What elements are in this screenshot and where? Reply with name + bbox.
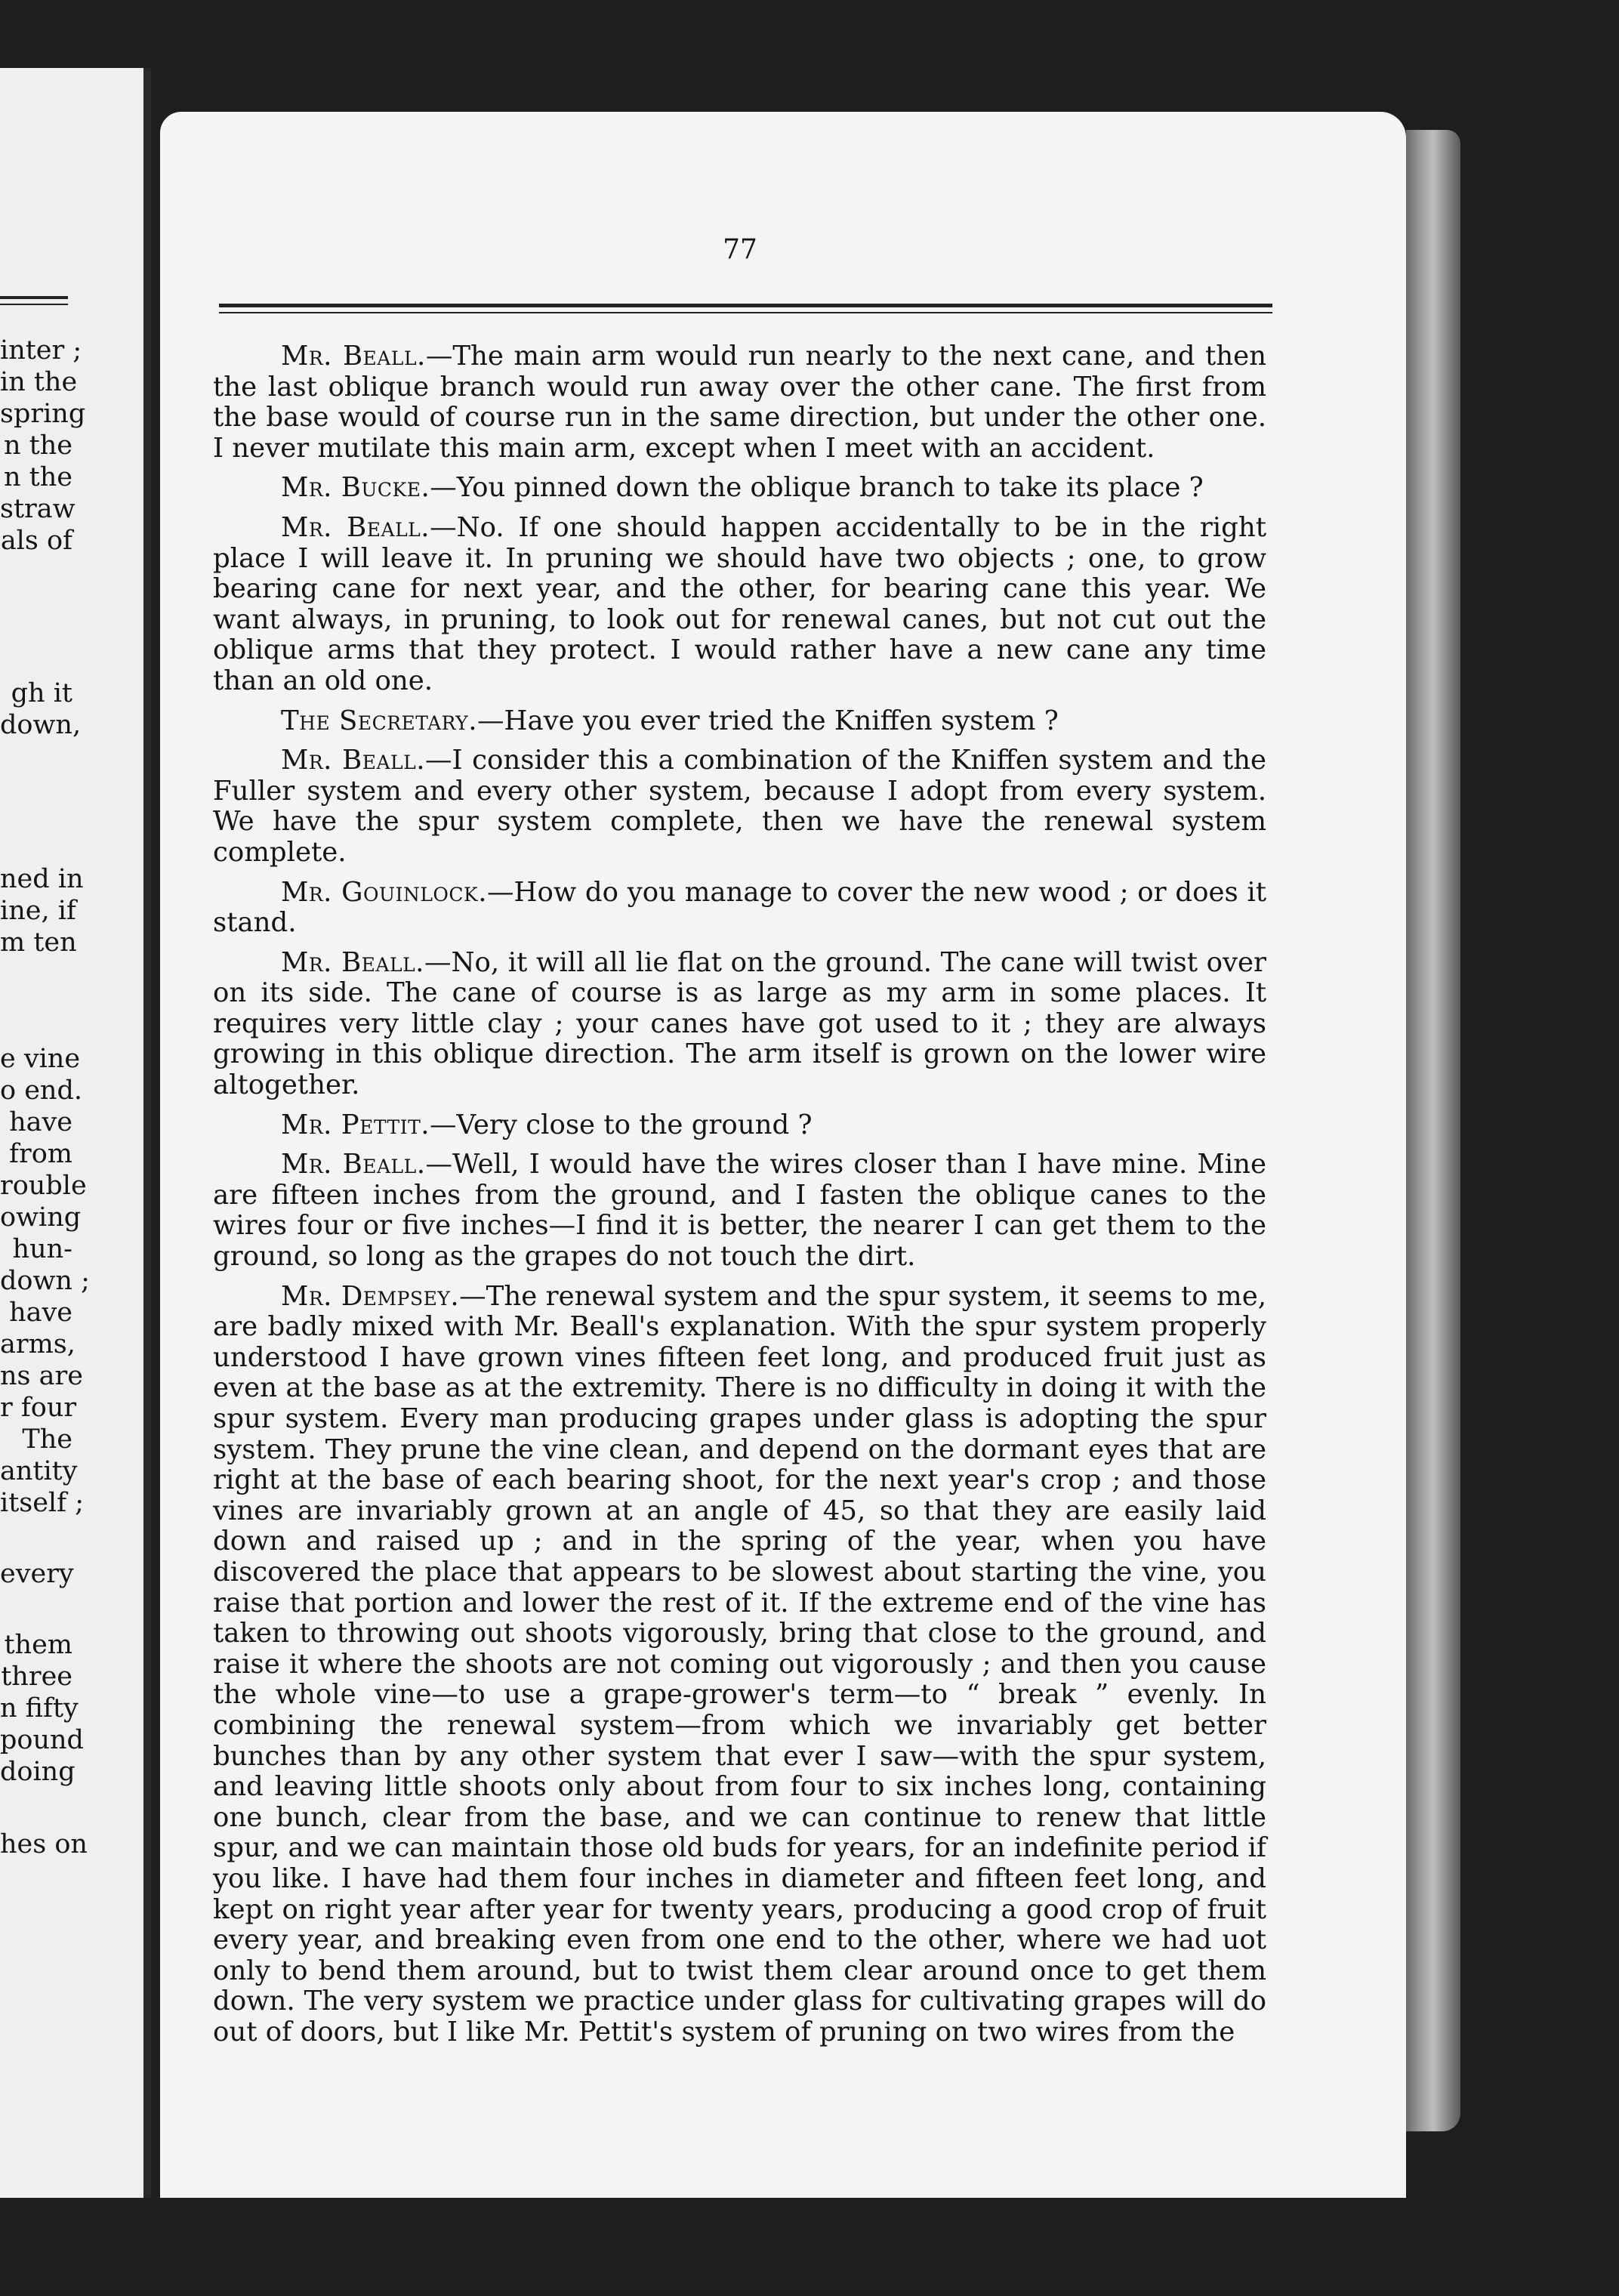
facing-page-line: ned in — [0, 864, 84, 894]
paragraph — [213, 473, 1266, 504]
facing-page-line: them — [4, 1630, 72, 1660]
paragraph-text: —Well, I would have the wires closer than I have mine. Mine are fifteen inches from the ground, and I fasten the oblique canes to the wires four or five inches—I find it is better, the nearer I can get them to the ground, so long as the grapes do not touch the dirt. — [213, 1149, 1266, 1273]
paragraph — [213, 1150, 1266, 1272]
speaker: The Secretary. — [281, 705, 477, 736]
page-edges — [1406, 130, 1460, 2131]
facing-page-line: r four — [0, 1393, 77, 1423]
facing-page-line: ns are — [0, 1361, 83, 1391]
paragraph — [213, 1282, 1266, 2048]
speaker: Mr. Beall. — [281, 511, 430, 543]
speaker: Mr. Beall. — [281, 1149, 426, 1180]
facing-page-line: straw — [0, 494, 76, 524]
facing-page-line: doing — [0, 1757, 76, 1787]
speaker: Mr. Dempsey. — [281, 1280, 460, 1312]
paragraph — [213, 341, 1266, 464]
speaker: Mr. Bucke. — [281, 472, 430, 504]
paragraph — [213, 745, 1266, 868]
facing-page-line: arms, — [0, 1329, 76, 1359]
facing-page-line: gh it — [11, 678, 72, 708]
facing-page-line: three — [1, 1662, 72, 1692]
paragraph — [213, 513, 1266, 697]
facing-page-line: pound — [0, 1725, 84, 1755]
speaker: Mr. Beall. — [281, 946, 424, 978]
facing-page-line: down, — [0, 710, 82, 740]
facing-page-line: rouble — [0, 1171, 87, 1201]
facing-page-line: m ten — [0, 927, 77, 958]
facing-page-line: hun- — [12, 1234, 72, 1264]
facing-page-line: als of — [0, 526, 72, 556]
facing-page-line: spring — [0, 399, 86, 429]
paragraph-text: —The main arm would run nearly to the next cane, and then the last oblique branch would run away over the other cane. The first from the base would of course run in the same direction, but under the other one. I never mutilate this main arm, except when I meet with an accident. — [213, 341, 1266, 464]
speaker: Mr. Gouinlock. — [281, 876, 488, 908]
facing-page-line: owing — [0, 1202, 82, 1233]
paragraph-text: —How do you manage to cover the new wood ; or does it stand. — [213, 876, 1266, 939]
facing-page-line: ine, if — [0, 896, 76, 926]
speaker: Mr. Pettit. — [281, 1109, 430, 1140]
paragraph — [213, 948, 1266, 1101]
page-body — [213, 341, 1266, 2057]
paragraph-text: —No. If one should happen accidentally to be in the right place I will leave it. In pruning we should have two objects ; one, to grow bearing cane for next year, and the other, for bearing cane this year. We want always, in pruning, to look out for renewal canes, but not cut out the oblique arms that they protect. I would rather have a new cane any time than an old one. — [213, 511, 1266, 696]
facing-page-line: hes on — [0, 1829, 88, 1859]
page-number: 77 — [723, 234, 757, 265]
facing-page-rule-thin — [0, 304, 68, 305]
facing-page-line: have — [9, 1298, 72, 1328]
facing-page-line: in the — [0, 367, 78, 397]
facing-page-line: e vine — [0, 1044, 81, 1074]
header-rule — [219, 304, 1272, 307]
facing-page-line: itself ; — [0, 1488, 84, 1518]
facing-page-line: every — [0, 1559, 74, 1589]
facing-page-line: antity — [0, 1456, 78, 1486]
speaker: Mr. Beall. — [281, 341, 426, 372]
paragraph-text: —No, it will all lie flat on the ground. The cane will twist over on its side. The cane of course is as large as my arm in some places. It requires very little clay ; your canes have got used to it ; they are always growing in this oblique direction. The arm itself is grown on the lower wire altogether. — [213, 946, 1266, 1101]
facing-page-line: from — [9, 1139, 72, 1169]
facing-page-line: The — [22, 1424, 72, 1455]
paragraph-text: —The renewal system and the spur system, it seems to me, are badly mixed with Mr. Beall's explanation. With the spur system properly understood I have grown vines fifteen feet long, and produced fruit just as even at the base as at the extremity. There is no difficulty in doing it with the spur system. Every man producing grapes under glass is adopting the spur system. They prune the vine clean, and depend on the dormant eyes that are right at the base of each bearing shoot, for the next year's crop ; and those vines are invariably grown at an angle of 45, so that they are easily laid down and raised up ; and in the spring of the year, when you have discovered the place that appears to be slowest about starting the vine, you raise that portion and lower the rest of it. If the extreme end of the vine has taken to throwing out shoots vigorously, bring that close to the ground, and raise it where the shoots are not coming out vigorously ; and then you cause the whole vine—to use a grape-grower's term—to “ break ” evenly. In combining the renewal system—from which we invariably get better bunches than by any other system that ever I saw—with the spur system, and leaving little shoots only about from four to six inches long, containing one bunch, clear from the base, and we can continue to renew that little spur, and we can maintain those old buds for years, for an indefinite period if you like. I have had them four inches in diameter and fifteen feet long, and kept on right year after year for twenty years, producing a good crop of fruit every year, and breaking even from one end to the other, where we had uot only to bend them around, but to twist them clear around once to get them down. The very system we practice under glass for cultivating grapes will do out of doors, but I like Mr. Pettit's system of pruning on two wires from the — [213, 1280, 1266, 2048]
paragraph-text: —I consider this a combination of the Kniffen system and the Fuller system and every other system, because I adopt from every system. We have the spur system complete, then we have the renewal system complete. — [213, 745, 1267, 868]
paragraph-text: —Very close to the ground ? — [430, 1109, 813, 1140]
header-rule-thin — [219, 312, 1272, 313]
facing-page-rule — [0, 296, 68, 299]
facing-page-line: n fifty — [0, 1693, 79, 1724]
facing-page-line: n the — [4, 462, 72, 492]
speaker: Mr. Beall. — [281, 745, 425, 776]
facing-page-line: n the — [4, 430, 72, 461]
paragraph — [213, 706, 1266, 737]
paragraph — [213, 878, 1266, 939]
facing-page-line: have — [9, 1107, 72, 1137]
paragraph-text: —Have you ever tried the Kniffen system ? — [477, 705, 1059, 736]
facing-page-line: inter ; — [0, 335, 82, 366]
paragraph — [213, 1110, 1266, 1141]
facing-page-line: o end. — [0, 1075, 82, 1106]
paragraph-text: —You pinned down the oblique branch to take its place ? — [430, 472, 1204, 504]
facing-page-line: down ; — [0, 1266, 90, 1296]
